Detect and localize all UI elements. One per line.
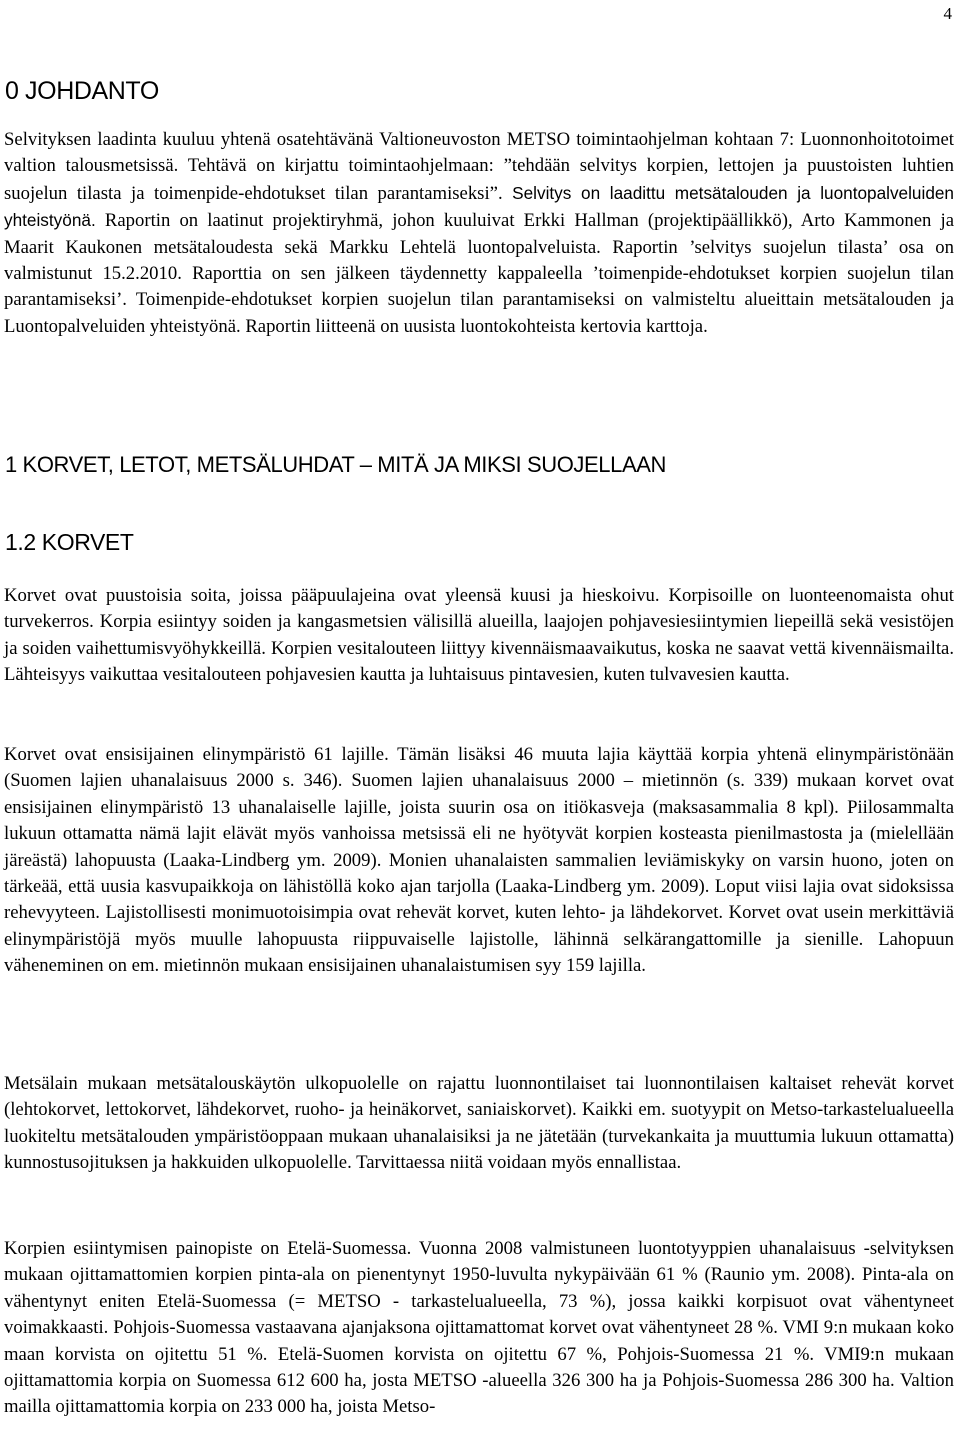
intro-text-part-1: Selvityksen laadinta kuuluu yhtenä osatehtävänä Valtioneuvoston METSO toimintaohjelman kohtaan 7: Luonnonhoitotoimet valtion talousmetsissä. Tehtävä on kirjattu toimintaohjelmaan: ”tehdään selvitys korpien, lettojen ja puustoisten luhtien suojelun tilasta ja toimenpide-ehdotukset tilan parantamiseksi”. [4, 129, 954, 204]
intro-text-sans-run: Selvitys on laadittu metsätalouden ja luontopalveluiden yhteistyönä. [4, 182, 954, 231]
intro-text-part-2: Raportin on laatinut projektiryhmä, johon kuuluivat Erkki Hallman (projektipäällikkö), Arto Kammonen ja Maarit Kaukonen metsätaloudesta sekä Markku Lehtelä luontopalveluista. Raportin ’selvitys suojelun tilasta’ osa on valmistunut 15.2.2010. Raporttia on sen jälkeen täydennetty kappaleella ’toimenpide-ehdotukset korpien suojelun tilan parantamiseksi’. Toimenpide-ehdotukset korpien suojelun tilan parantamiseksi on valmisteltu alueittain metsätalouden ja Luontopalveluiden yhteistyönä. Raportin liitteenä on uusista luontokohteista kertovia karttoja. [4, 210, 955, 337]
intro-paragraph [4, 127, 954, 340]
heading-johdanto: 0 JOHDANTO [5, 77, 159, 105]
korvet-paragraph-4: Korpien esiintymisen painopiste on Etelä-Suomessa. Vuonna 2008 valmistuneen luontotyyppien uhanalaisuus -selvityksen mukaan ojittamattomien korpien pinta-ala on pienentynyt 1950-luvulta nykypäivään 61 % (Raunio ym. 2008). Pinta-ala on vähentynyt eniten Etelä-Suomessa (= METSO - tarkastelualueella, 73 %), jossa kaikki korpisuot ovat vähentyneet voimakkaasti. Pohjois-Suomessa vastaavana ajanjaksona ojittamattomat korvet ovat vähentyneet 28 %. VMI 9:n mukaan koko maan korvista on ojitettu 51 %. Etelä-Suomen korvista on ojitettu 67 %, Pohjois-Suomessa 21 %. VMI9:n mukaan ojittamattomia korpia on Suomessa 612 600 ha, josta METSO -alueella 326 300 ha ja Pohjois-Suomessa 286 300 ha. Valtion mailla ojittamattomia korpia on 233 000 ha, joista Metso- [4, 1238, 954, 1418]
korvet-paragraph-1: Korvet ovat puustoisia soita, joissa pääpuulajeina ovat yleensä kuusi ja hieskoivu. Korpisoille on luonteenomaista ohut turvekerros. Korpia esiintyy soiden ja kangasmetsien välisillä alueilla, laajojen pohjavesiesiintymien liepeillä sekä vesistöjen ja soiden vaihettumisvyöhykkeillä. Korpien vesitalouteen liittyy kivennäismaavaikutus, koska ne saavat vettä kivennäismailta. Lähteisyys vaikuttaa vesitalouteen pohjavesien kautta ja luhtaisuus pintavesien, kuten tulvavesien kautta. [4, 585, 954, 686]
page-number: 4 [943, 4, 952, 23]
heading-korvet: 1.2 KORVET [5, 529, 134, 555]
korvet-paragraph-3: Metsälain mukaan metsätalouskäytön ulkopuolelle on rajattu luonnontilaiset tai luonnontilaisen kaltaiset rehevät korvet (lehtokorvet, lettokorvet, lähdekorvet, ruoho- ja heinäkorvet, saniaiskorvet). Kaikki em. suotyypit on Metso-tarkastelualueella luokiteltu metsätalouden ympäristöoppaan mukaan uhanalaisiksi ja ne jätetään (turvekankaita ja muuttumia lukuun ottamatta) kunnostusojituksen ja hakkuiden ulkopuolelle. Tarvittaessa niitä voidaan myös ennallistaa. [4, 1073, 954, 1174]
korvet-paragraph-2: Korvet ovat ensisijainen elinympäristö 61 lajille. Tämän lisäksi 46 muuta lajia käyttää korpia yhtenä elinympäristönään (Suomen lajien uhanalaisuus 2000 s. 346). Suomen lajien uhanalaisuus 2000 – mietinnön (s. 339) mukaan korvet ovat ensisijainen elinympäristö 13 uhanalaiselle lajille, joista suurin osa on itiökasveja (maksasammalia 8 kpl). Piilosammalta lukuun ottamatta nämä lajit elävät myös vanhoissa metsissä eli ne hyötyvät korpien kosteasta pienilmastosta ja (mielellään järeästä) lahopuusta (Laaka-Lindberg ym. 2009). Monien uhanalaisten sammalien leviämiskyky on varsin huono, joten on tärkeää, että uusia kasvupaikkoja on lähistöllä koko ajan tarjolla (Laaka-Lindberg ym. 2009). Loput viisi lajia ovat sidoksissa rehevyyteen. Lajistollisesti monimuotoisimpia ovat rehevät korvet, kuten lehto- ja lähdekorvet. Korvet ovat usein merkittäviä elinympäristöjä myös muulle lahopuusta riippuvaiselle lajistolle, lähinnä selkärangattomille ja sienille. Lahopuun väheneminen on em. mietinnön mukaan ensisijainen uhanalaistumisen syy 159 lajilla. [4, 744, 954, 977]
heading-korvet-letot-metsaluhdat: 1 KORVET, LETOT, METSÄLUHDAT – MITÄ JA MIKSI SUOJELLAAN [5, 452, 667, 477]
